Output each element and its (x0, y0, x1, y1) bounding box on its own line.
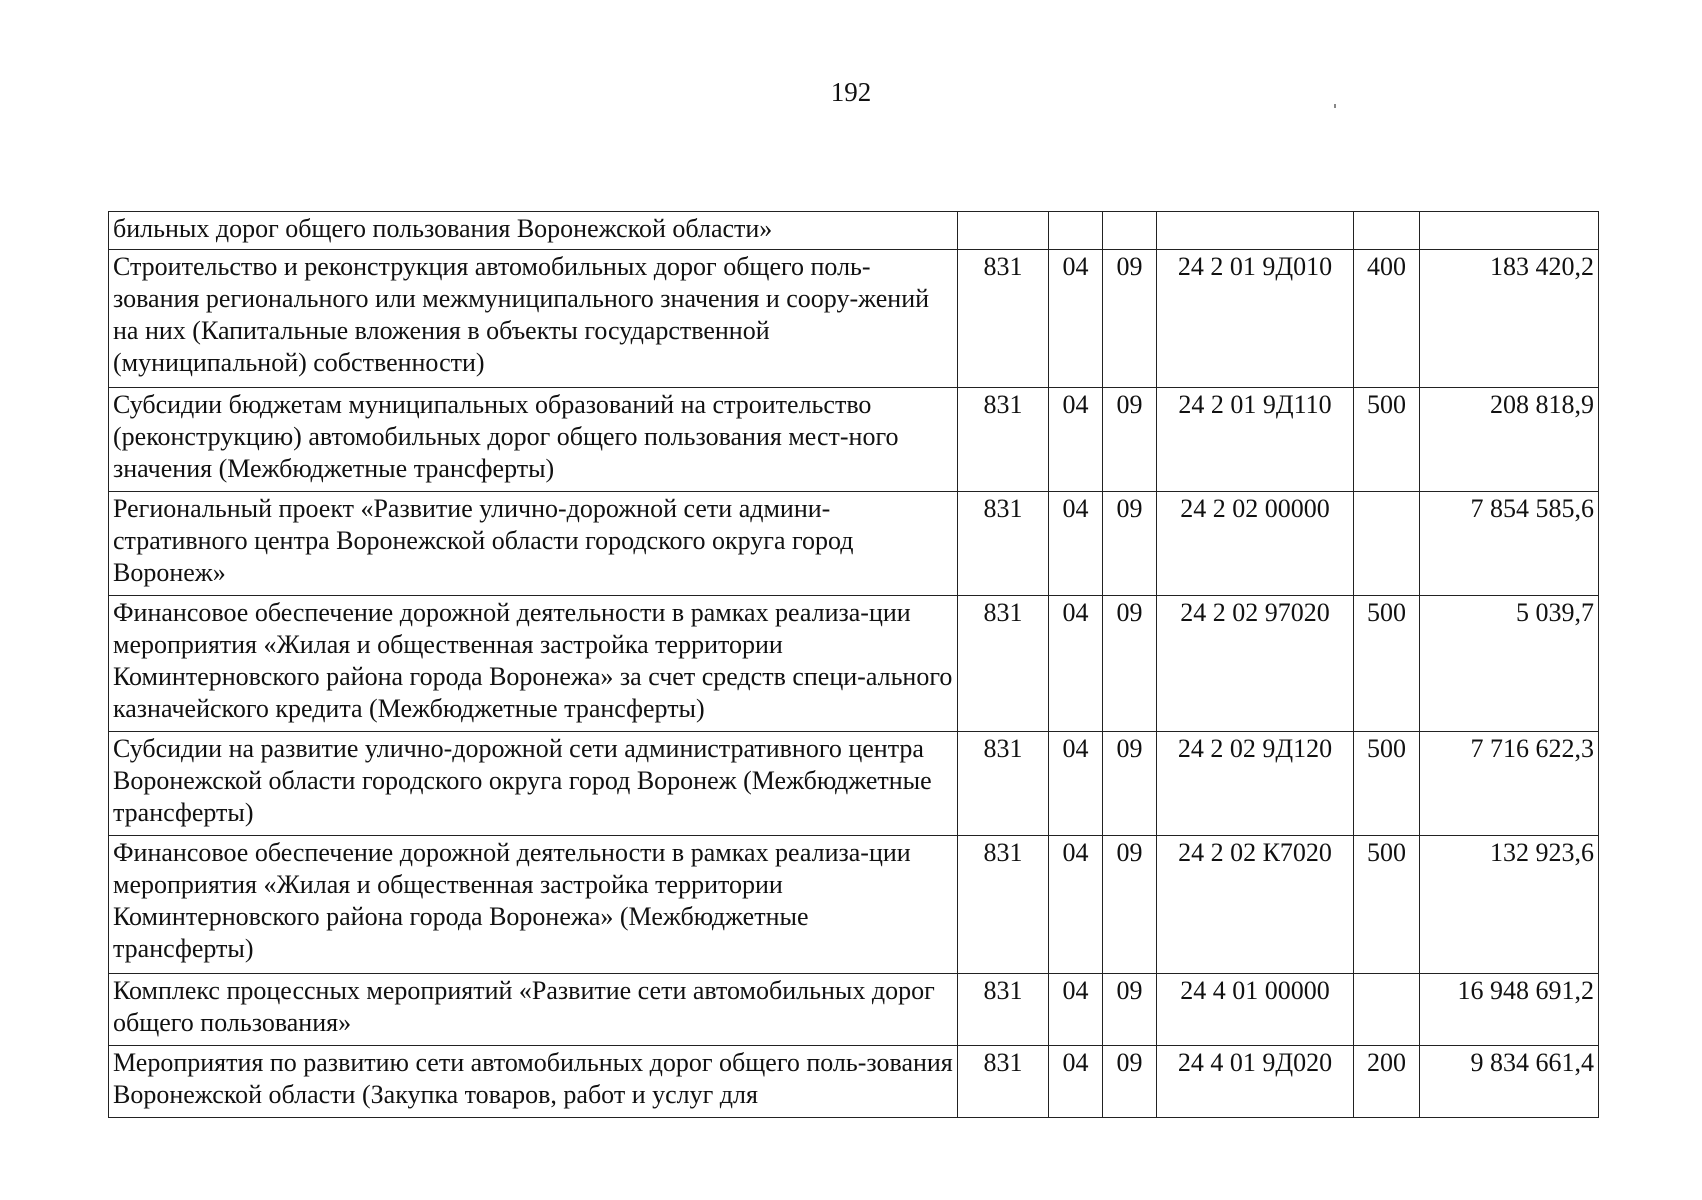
table-row (109, 1046, 1599, 1118)
row-expense-type: 500 (1354, 388, 1420, 492)
row-expense-type: 500 (1354, 596, 1420, 732)
row-target-article: 24 2 01 9Д010 (1157, 250, 1354, 388)
row-subsection-code: 09 (1103, 596, 1157, 732)
row-section-code: 04 (1049, 596, 1103, 732)
row-subsection-code: 09 (1103, 732, 1157, 836)
row-grbs-code: 831 (958, 732, 1049, 836)
row-amount: 16 948 691,2 (1420, 974, 1599, 1046)
row-name: Строительство и реконструкция автомобильных дорог общего поль-зования регионального или межмуниципального значения и соору-жений на них (Капитальные вложения в объекты государственной (муниципальной) собственности) (109, 250, 958, 388)
row-amount: 183 420,2 (1420, 250, 1599, 388)
row-section-code: 04 (1049, 1046, 1103, 1118)
row-name: бильных дорог общего пользования Воронежской области» (109, 212, 958, 250)
row-expense-type: 200 (1354, 1046, 1420, 1118)
scan-artifact (1334, 104, 1336, 108)
row-name: Субсидии бюджетам муниципальных образований на строительство (реконструкцию) автомобильных дорог общего пользования мест-ного значения (Межбюджетные трансферты) (109, 388, 958, 492)
row-section-code (1049, 212, 1103, 250)
row-section-code: 04 (1049, 836, 1103, 974)
row-subsection-code: 09 (1103, 388, 1157, 492)
row-grbs-code: 831 (958, 388, 1049, 492)
table-row (109, 250, 1599, 388)
page-number: 192 (830, 77, 872, 107)
row-target-article: 24 2 02 00000 (1157, 492, 1354, 596)
row-expense-type (1354, 212, 1420, 250)
row-target-article: 24 2 01 9Д110 (1157, 388, 1354, 492)
row-grbs-code: 831 (958, 596, 1049, 732)
row-section-code: 04 (1049, 388, 1103, 492)
row-subsection-code (1103, 212, 1157, 250)
row-amount: 7 716 622,3 (1420, 732, 1599, 836)
table-row (109, 596, 1599, 732)
row-name: Субсидии на развитие улично-дорожной сети административного центра Воронежской области городского округа город Воронеж (Межбюджетные трансферты) (109, 732, 958, 836)
row-grbs-code: 831 (958, 974, 1049, 1046)
row-amount: 9 834 661,4 (1420, 1046, 1599, 1118)
row-section-code: 04 (1049, 732, 1103, 836)
row-name: Финансовое обеспечение дорожной деятельности в рамках реализа-ции мероприятия «Жилая и общественная застройка территории Коминтерновского района города Воронежа» (Межбюджетные трансферты) (109, 836, 958, 974)
table-row (109, 836, 1599, 974)
row-subsection-code: 09 (1103, 974, 1157, 1046)
row-subsection-code: 09 (1103, 250, 1157, 388)
row-grbs-code: 831 (958, 250, 1049, 388)
budget-table (108, 211, 1599, 1118)
row-expense-type: 500 (1354, 732, 1420, 836)
row-subsection-code: 09 (1103, 492, 1157, 596)
table-row (109, 388, 1599, 492)
row-section-code: 04 (1049, 974, 1103, 1046)
row-amount (1420, 212, 1599, 250)
row-amount: 208 818,9 (1420, 388, 1599, 492)
row-grbs-code: 831 (958, 492, 1049, 596)
row-target-article: 24 2 02 9Д120 (1157, 732, 1354, 836)
table-row (109, 974, 1599, 1046)
row-grbs-code (958, 212, 1049, 250)
row-target-article (1157, 212, 1354, 250)
row-grbs-code: 831 (958, 1046, 1049, 1118)
row-expense-type (1354, 974, 1420, 1046)
row-name: Финансовое обеспечение дорожной деятельности в рамках реализа-ции мероприятия «Жилая и общественная застройка территории Коминтерновского района города Воронежа» за счет средств специ-ального казначейского кредита (Межбюджетные трансферты) (109, 596, 958, 732)
row-subsection-code: 09 (1103, 836, 1157, 974)
row-target-article: 24 2 02 К7020 (1157, 836, 1354, 974)
row-section-code: 04 (1049, 250, 1103, 388)
row-expense-type: 400 (1354, 250, 1420, 388)
row-grbs-code: 831 (958, 836, 1049, 974)
table-row (109, 732, 1599, 836)
row-amount: 5 039,7 (1420, 596, 1599, 732)
row-target-article: 24 2 02 97020 (1157, 596, 1354, 732)
table-row (109, 492, 1599, 596)
row-target-article: 24 4 01 9Д020 (1157, 1046, 1354, 1118)
row-subsection-code: 09 (1103, 1046, 1157, 1118)
row-section-code: 04 (1049, 492, 1103, 596)
row-name: Мероприятия по развитию сети автомобильных дорог общего поль-зования Воронежской области (Закупка товаров, работ и услуг для (109, 1046, 958, 1118)
row-expense-type (1354, 492, 1420, 596)
row-amount: 132 923,6 (1420, 836, 1599, 974)
table-row (109, 212, 1599, 250)
row-name: Региональный проект «Развитие улично-дорожной сети админи-стративного центра Воронежской области городского округа город Воронеж» (109, 492, 958, 596)
row-target-article: 24 4 01 00000 (1157, 974, 1354, 1046)
row-expense-type: 500 (1354, 836, 1420, 974)
row-amount: 7 854 585,6 (1420, 492, 1599, 596)
row-name: Комплекс процессных мероприятий «Развитие сети автомобильных дорог общего пользования» (109, 974, 958, 1046)
